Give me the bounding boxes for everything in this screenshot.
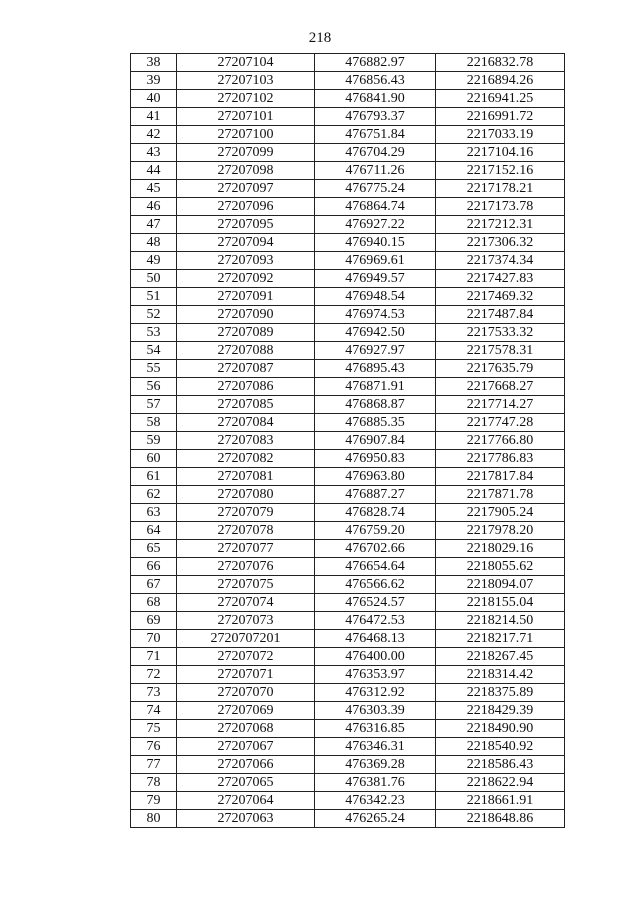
y-coordinate-cell: 2217487.84 bbox=[436, 306, 565, 324]
x-coordinate-cell: 476927.97 bbox=[315, 342, 436, 360]
table-row bbox=[131, 360, 565, 378]
table-row bbox=[131, 144, 565, 162]
point-id-cell: 27207099 bbox=[177, 144, 315, 162]
table-row bbox=[131, 594, 565, 612]
table-row bbox=[131, 756, 565, 774]
x-coordinate-cell: 476524.57 bbox=[315, 594, 436, 612]
row-number-cell: 54 bbox=[131, 342, 177, 360]
point-id-cell: 27207063 bbox=[177, 810, 315, 828]
y-coordinate-cell: 2218314.42 bbox=[436, 666, 565, 684]
table-row bbox=[131, 720, 565, 738]
x-coordinate-cell: 476927.22 bbox=[315, 216, 436, 234]
y-coordinate-cell: 2218540.92 bbox=[436, 738, 565, 756]
x-coordinate-cell: 476864.74 bbox=[315, 198, 436, 216]
y-coordinate-cell: 2217033.19 bbox=[436, 126, 565, 144]
y-coordinate-cell: 2218267.45 bbox=[436, 648, 565, 666]
point-id-cell: 27207096 bbox=[177, 198, 315, 216]
row-number-cell: 72 bbox=[131, 666, 177, 684]
x-coordinate-cell: 476369.28 bbox=[315, 756, 436, 774]
row-number-cell: 66 bbox=[131, 558, 177, 576]
point-id-cell: 27207082 bbox=[177, 450, 315, 468]
x-coordinate-cell: 476793.37 bbox=[315, 108, 436, 126]
table-row bbox=[131, 810, 565, 828]
x-coordinate-cell: 476468.13 bbox=[315, 630, 436, 648]
x-coordinate-cell: 476400.00 bbox=[315, 648, 436, 666]
y-coordinate-cell: 2218094.07 bbox=[436, 576, 565, 594]
row-number-cell: 50 bbox=[131, 270, 177, 288]
x-coordinate-cell: 476828.74 bbox=[315, 504, 436, 522]
table-row bbox=[131, 54, 565, 72]
y-coordinate-cell: 2217747.28 bbox=[436, 414, 565, 432]
y-coordinate-cell: 2217905.24 bbox=[436, 504, 565, 522]
point-id-cell: 27207080 bbox=[177, 486, 315, 504]
point-id-cell: 27207078 bbox=[177, 522, 315, 540]
x-coordinate-cell: 476949.57 bbox=[315, 270, 436, 288]
x-coordinate-cell: 476566.62 bbox=[315, 576, 436, 594]
point-id-cell: 27207086 bbox=[177, 378, 315, 396]
table-row bbox=[131, 630, 565, 648]
y-coordinate-cell: 2217152.16 bbox=[436, 162, 565, 180]
y-coordinate-cell: 2217104.16 bbox=[436, 144, 565, 162]
y-coordinate-cell: 2217427.83 bbox=[436, 270, 565, 288]
x-coordinate-cell: 476303.39 bbox=[315, 702, 436, 720]
point-id-cell: 27207098 bbox=[177, 162, 315, 180]
point-id-cell: 27207069 bbox=[177, 702, 315, 720]
point-id-cell: 27207091 bbox=[177, 288, 315, 306]
row-number-cell: 76 bbox=[131, 738, 177, 756]
row-number-cell: 47 bbox=[131, 216, 177, 234]
x-coordinate-cell: 476942.50 bbox=[315, 324, 436, 342]
row-number-cell: 48 bbox=[131, 234, 177, 252]
table-row bbox=[131, 774, 565, 792]
point-id-cell: 27207067 bbox=[177, 738, 315, 756]
table-row bbox=[131, 234, 565, 252]
point-id-cell: 27207073 bbox=[177, 612, 315, 630]
row-number-cell: 71 bbox=[131, 648, 177, 666]
x-coordinate-cell: 476312.92 bbox=[315, 684, 436, 702]
row-number-cell: 67 bbox=[131, 576, 177, 594]
point-id-cell: 27207103 bbox=[177, 72, 315, 90]
point-id-cell: 27207092 bbox=[177, 270, 315, 288]
y-coordinate-cell: 2216832.78 bbox=[436, 54, 565, 72]
table-row bbox=[131, 126, 565, 144]
row-number-cell: 56 bbox=[131, 378, 177, 396]
table-row bbox=[131, 324, 565, 342]
y-coordinate-cell: 2217173.78 bbox=[436, 198, 565, 216]
x-coordinate-cell: 476887.27 bbox=[315, 486, 436, 504]
x-coordinate-cell: 476895.43 bbox=[315, 360, 436, 378]
x-coordinate-cell: 476381.76 bbox=[315, 774, 436, 792]
x-coordinate-cell: 476856.43 bbox=[315, 72, 436, 90]
row-number-cell: 43 bbox=[131, 144, 177, 162]
x-coordinate-cell: 476969.61 bbox=[315, 252, 436, 270]
y-coordinate-cell: 2218429.39 bbox=[436, 702, 565, 720]
table-row bbox=[131, 108, 565, 126]
row-number-cell: 79 bbox=[131, 792, 177, 810]
row-number-cell: 52 bbox=[131, 306, 177, 324]
point-id-cell: 27207079 bbox=[177, 504, 315, 522]
y-coordinate-cell: 2217714.27 bbox=[436, 396, 565, 414]
y-coordinate-cell: 2217533.32 bbox=[436, 324, 565, 342]
row-number-cell: 58 bbox=[131, 414, 177, 432]
row-number-cell: 41 bbox=[131, 108, 177, 126]
y-coordinate-cell: 2217212.31 bbox=[436, 216, 565, 234]
y-coordinate-cell: 2218622.94 bbox=[436, 774, 565, 792]
row-number-cell: 39 bbox=[131, 72, 177, 90]
y-coordinate-cell: 2216941.25 bbox=[436, 90, 565, 108]
point-id-cell: 27207081 bbox=[177, 468, 315, 486]
y-coordinate-cell: 2218214.50 bbox=[436, 612, 565, 630]
x-coordinate-cell: 476654.64 bbox=[315, 558, 436, 576]
y-coordinate-cell: 2217786.83 bbox=[436, 450, 565, 468]
x-coordinate-cell: 476868.87 bbox=[315, 396, 436, 414]
y-coordinate-cell: 2218055.62 bbox=[436, 558, 565, 576]
row-number-cell: 45 bbox=[131, 180, 177, 198]
y-coordinate-cell: 2216991.72 bbox=[436, 108, 565, 126]
point-id-cell: 27207071 bbox=[177, 666, 315, 684]
x-coordinate-cell: 476907.84 bbox=[315, 432, 436, 450]
table-row bbox=[131, 90, 565, 108]
table-row bbox=[131, 414, 565, 432]
point-id-cell: 27207076 bbox=[177, 558, 315, 576]
x-coordinate-cell: 476759.20 bbox=[315, 522, 436, 540]
row-number-cell: 80 bbox=[131, 810, 177, 828]
y-coordinate-cell: 2217578.31 bbox=[436, 342, 565, 360]
row-number-cell: 62 bbox=[131, 486, 177, 504]
table-row bbox=[131, 378, 565, 396]
y-coordinate-cell: 2218155.04 bbox=[436, 594, 565, 612]
point-id-cell: 27207077 bbox=[177, 540, 315, 558]
row-number-cell: 60 bbox=[131, 450, 177, 468]
table-row bbox=[131, 432, 565, 450]
row-number-cell: 77 bbox=[131, 756, 177, 774]
row-number-cell: 73 bbox=[131, 684, 177, 702]
x-coordinate-cell: 476342.23 bbox=[315, 792, 436, 810]
y-coordinate-cell: 2217469.32 bbox=[436, 288, 565, 306]
point-id-cell: 27207068 bbox=[177, 720, 315, 738]
table-row bbox=[131, 702, 565, 720]
row-number-cell: 63 bbox=[131, 504, 177, 522]
table-row bbox=[131, 288, 565, 306]
x-coordinate-cell: 476950.83 bbox=[315, 450, 436, 468]
x-coordinate-cell: 476751.84 bbox=[315, 126, 436, 144]
table-row bbox=[131, 612, 565, 630]
row-number-cell: 68 bbox=[131, 594, 177, 612]
row-number-cell: 44 bbox=[131, 162, 177, 180]
row-number-cell: 57 bbox=[131, 396, 177, 414]
table-row bbox=[131, 306, 565, 324]
point-id-cell: 27207085 bbox=[177, 396, 315, 414]
x-coordinate-cell: 476704.29 bbox=[315, 144, 436, 162]
x-coordinate-cell: 476353.97 bbox=[315, 666, 436, 684]
point-id-cell: 27207066 bbox=[177, 756, 315, 774]
row-number-cell: 53 bbox=[131, 324, 177, 342]
y-coordinate-cell: 2217817.84 bbox=[436, 468, 565, 486]
row-number-cell: 59 bbox=[131, 432, 177, 450]
point-id-cell: 27207090 bbox=[177, 306, 315, 324]
row-number-cell: 38 bbox=[131, 54, 177, 72]
row-number-cell: 49 bbox=[131, 252, 177, 270]
table-row bbox=[131, 558, 565, 576]
point-id-cell: 27207104 bbox=[177, 54, 315, 72]
row-number-cell: 70 bbox=[131, 630, 177, 648]
y-coordinate-cell: 2218648.86 bbox=[436, 810, 565, 828]
x-coordinate-cell: 476265.24 bbox=[315, 810, 436, 828]
x-coordinate-cell: 476974.53 bbox=[315, 306, 436, 324]
row-number-cell: 51 bbox=[131, 288, 177, 306]
table-row bbox=[131, 252, 565, 270]
y-coordinate-cell: 2218217.71 bbox=[436, 630, 565, 648]
point-id-cell: 27207093 bbox=[177, 252, 315, 270]
x-coordinate-cell: 476316.85 bbox=[315, 720, 436, 738]
table-row bbox=[131, 684, 565, 702]
table-row bbox=[131, 216, 565, 234]
table-row bbox=[131, 180, 565, 198]
x-coordinate-cell: 476940.15 bbox=[315, 234, 436, 252]
table-body bbox=[131, 54, 565, 828]
table-row bbox=[131, 522, 565, 540]
point-id-cell: 27207100 bbox=[177, 126, 315, 144]
table-row bbox=[131, 342, 565, 360]
y-coordinate-cell: 2217306.32 bbox=[436, 234, 565, 252]
table-row bbox=[131, 504, 565, 522]
x-coordinate-cell: 476702.66 bbox=[315, 540, 436, 558]
y-coordinate-cell: 2217978.20 bbox=[436, 522, 565, 540]
table-row bbox=[131, 792, 565, 810]
point-id-cell: 27207084 bbox=[177, 414, 315, 432]
point-id-cell: 27207101 bbox=[177, 108, 315, 126]
x-coordinate-cell: 476963.80 bbox=[315, 468, 436, 486]
y-coordinate-cell: 2217766.80 bbox=[436, 432, 565, 450]
row-number-cell: 42 bbox=[131, 126, 177, 144]
table-row bbox=[131, 738, 565, 756]
row-number-cell: 78 bbox=[131, 774, 177, 792]
point-id-cell: 27207072 bbox=[177, 648, 315, 666]
table-row bbox=[131, 162, 565, 180]
point-id-cell: 27207070 bbox=[177, 684, 315, 702]
y-coordinate-cell: 2217871.78 bbox=[436, 486, 565, 504]
table-row bbox=[131, 648, 565, 666]
point-id-cell: 2720707201 bbox=[177, 630, 315, 648]
x-coordinate-cell: 476885.35 bbox=[315, 414, 436, 432]
x-coordinate-cell: 476711.26 bbox=[315, 162, 436, 180]
page-number: 218 bbox=[308, 30, 332, 46]
table-row bbox=[131, 468, 565, 486]
row-number-cell: 61 bbox=[131, 468, 177, 486]
point-id-cell: 27207088 bbox=[177, 342, 315, 360]
point-id-cell: 27207074 bbox=[177, 594, 315, 612]
point-id-cell: 27207065 bbox=[177, 774, 315, 792]
point-id-cell: 27207094 bbox=[177, 234, 315, 252]
coordinates-table bbox=[130, 53, 565, 828]
y-coordinate-cell: 2216894.26 bbox=[436, 72, 565, 90]
row-number-cell: 55 bbox=[131, 360, 177, 378]
y-coordinate-cell: 2218375.89 bbox=[436, 684, 565, 702]
point-id-cell: 27207095 bbox=[177, 216, 315, 234]
y-coordinate-cell: 2218029.16 bbox=[436, 540, 565, 558]
y-coordinate-cell: 2218490.90 bbox=[436, 720, 565, 738]
row-number-cell: 65 bbox=[131, 540, 177, 558]
table-row bbox=[131, 666, 565, 684]
row-number-cell: 40 bbox=[131, 90, 177, 108]
x-coordinate-cell: 476346.31 bbox=[315, 738, 436, 756]
table-row bbox=[131, 540, 565, 558]
table-row bbox=[131, 270, 565, 288]
point-id-cell: 27207097 bbox=[177, 180, 315, 198]
x-coordinate-cell: 476882.97 bbox=[315, 54, 436, 72]
row-number-cell: 74 bbox=[131, 702, 177, 720]
y-coordinate-cell: 2218586.43 bbox=[436, 756, 565, 774]
x-coordinate-cell: 476948.54 bbox=[315, 288, 436, 306]
point-id-cell: 27207089 bbox=[177, 324, 315, 342]
point-id-cell: 27207064 bbox=[177, 792, 315, 810]
x-coordinate-cell: 476775.24 bbox=[315, 180, 436, 198]
table-row bbox=[131, 396, 565, 414]
point-id-cell: 27207083 bbox=[177, 432, 315, 450]
point-id-cell: 27207075 bbox=[177, 576, 315, 594]
x-coordinate-cell: 476472.53 bbox=[315, 612, 436, 630]
y-coordinate-cell: 2217178.21 bbox=[436, 180, 565, 198]
y-coordinate-cell: 2217374.34 bbox=[436, 252, 565, 270]
table-row bbox=[131, 198, 565, 216]
table-row bbox=[131, 486, 565, 504]
point-id-cell: 27207087 bbox=[177, 360, 315, 378]
y-coordinate-cell: 2217668.27 bbox=[436, 378, 565, 396]
x-coordinate-cell: 476841.90 bbox=[315, 90, 436, 108]
row-number-cell: 64 bbox=[131, 522, 177, 540]
row-number-cell: 46 bbox=[131, 198, 177, 216]
table-row bbox=[131, 450, 565, 468]
x-coordinate-cell: 476871.91 bbox=[315, 378, 436, 396]
table-row bbox=[131, 72, 565, 90]
y-coordinate-cell: 2217635.79 bbox=[436, 360, 565, 378]
row-number-cell: 69 bbox=[131, 612, 177, 630]
point-id-cell: 27207102 bbox=[177, 90, 315, 108]
table-row bbox=[131, 576, 565, 594]
row-number-cell: 75 bbox=[131, 720, 177, 738]
y-coordinate-cell: 2218661.91 bbox=[436, 792, 565, 810]
